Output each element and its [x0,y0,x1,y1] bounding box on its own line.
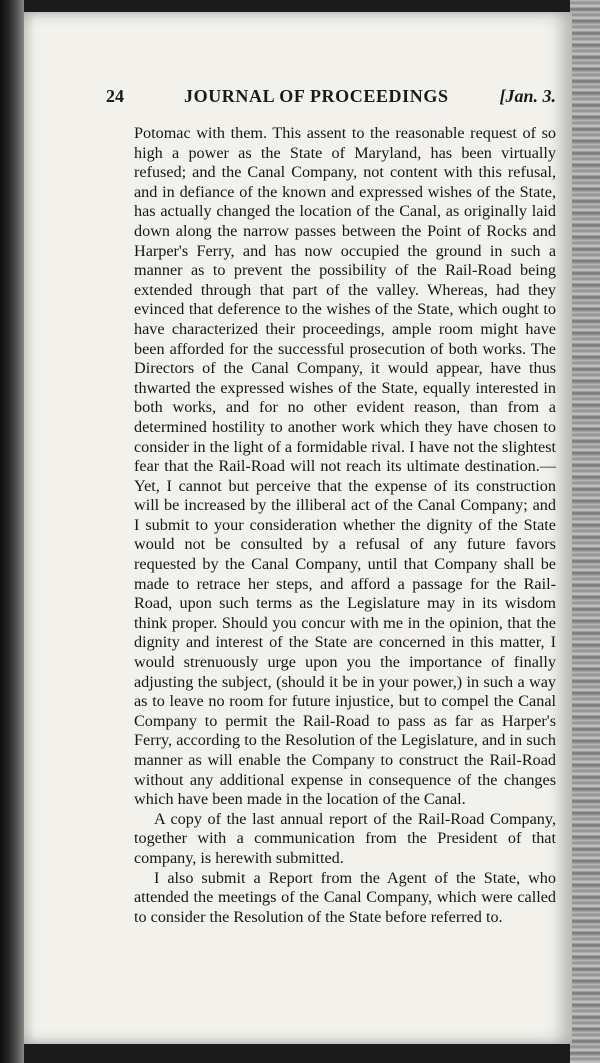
page-number: 24 [106,86,124,106]
page-header [106,86,556,110]
paragraph: Potomac with them. This assent to the reasonable request of so high a power as the State of Maryland, has been virtually refused; and the Canal Company, not content with this refusal, and in defiance of the known and expressed wishes of the State, has actually changed the location of the Canal, as originally laid down along the narrow passes between the Point of Rocks and Harper's Ferry, and has now occupied the ground in such a manner as to prevent the possibility of the Rail-Road being extended through that part of the valley. Whereas, had they evinced that deference to the wishes of the State, which ought to have characterized their proceedings, ample room might have been afforded for the successful prosecution of both works. The Directors of the Canal Company, it would appear, have thus thwarted the expressed wishes of the State, equally interested in both works, and for no other evident reason, than from a determined hostility to another work which they have chosen to consider in the light of a formidable rival. I have not the slightest fear that the Rail-Road will not reach its ultimate destination.—Yet, I cannot but perceive that the expense of its construction will be increased by the illiberal act of the Canal Company; and I submit to your consideration whether the dignity of the State would not be consulted by a refusal of any future favors requested by the Canal Company, until that Company shall be made to retrace her steps, and afford a passage for the Rail-Road, upon such terms as the Legislature may in its wisdom think proper. Should you concur with me in the opinion, that the dignity and interest of the State are concerned in this matter, I would strenuously urge upon you the importance of finally adjusting the subject, (should it be in your power,) in such a way as to leave no room for future injustice, but to compel the Canal Company to permit the Rail-Road to pass as far as Harper's Ferry, according to the Resolution of the Legislature, and in such manner as will enable the Company to construct the Rail-Road without any additional expense in consequence of the changes which have been made in the location of the Canal. [134,124,556,809]
header-date: [Jan. 3. [499,86,556,106]
running-head: JOURNAL OF PROCEEDINGS [184,86,449,106]
left-binding-edge [0,0,24,1063]
paragraph: A copy of the last annual report of the Rail-Road Company, together with a communication from the President of that company, is herewith submitted. [134,809,556,867]
right-page-edges [570,0,600,1063]
paragraph: I also submit a Report from the Agent of the State, who attended the meetings of the Canal Company, which were called to consider the Resolution of the State before referred to. [134,868,556,926]
body-text [134,124,556,927]
